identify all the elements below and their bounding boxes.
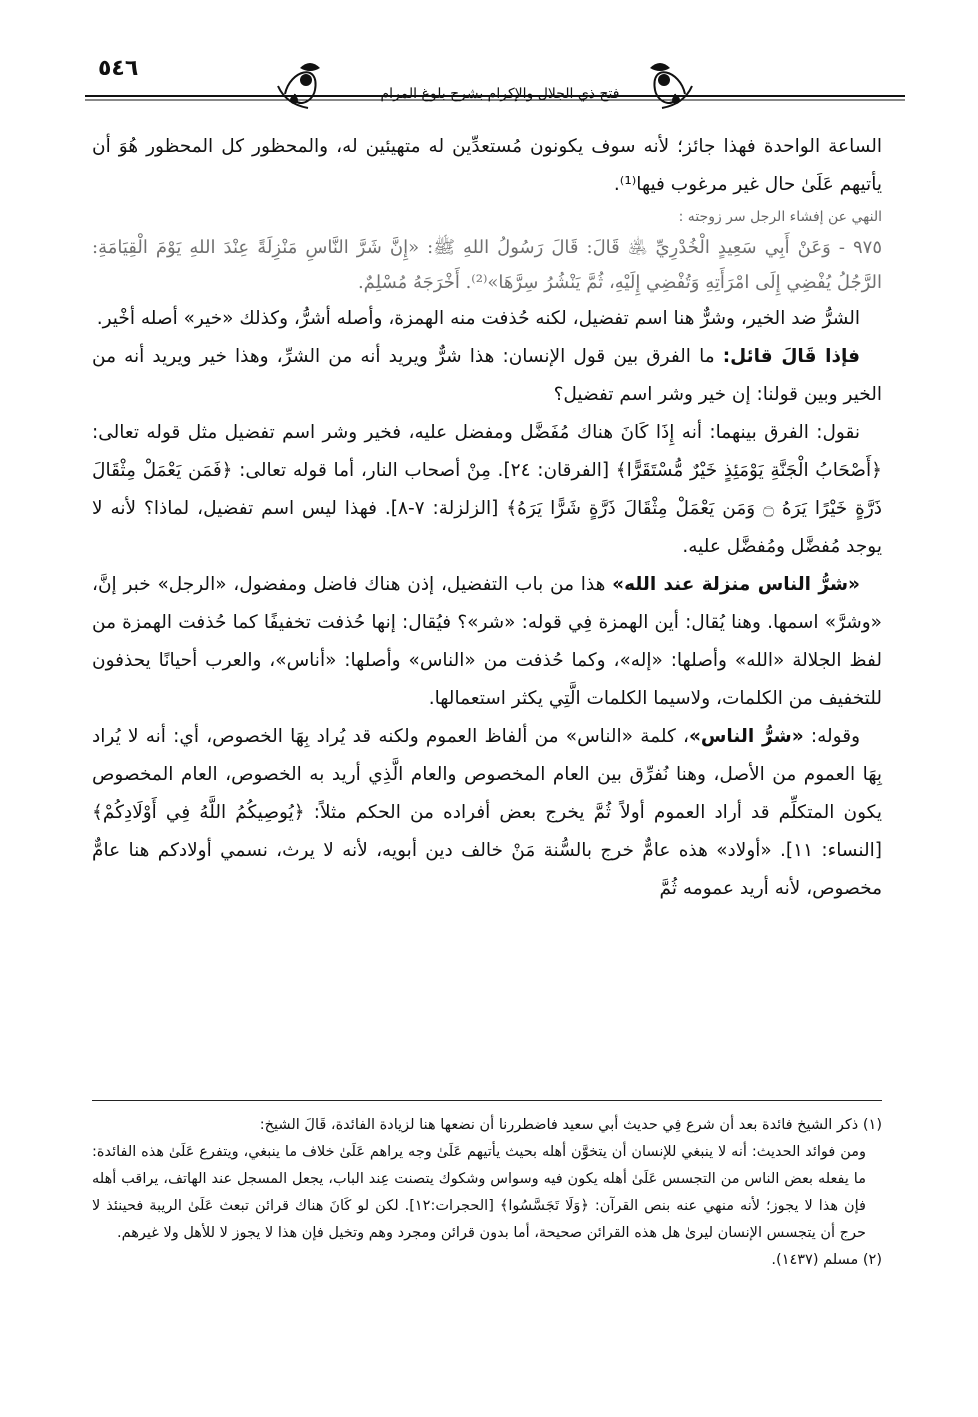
- paragraph-6-lead: «شرُّ الناس»: [688, 726, 804, 747]
- footnote-divider: [92, 1100, 882, 1101]
- paragraph-3-rest: ما الفرق بين قول الإنسان: هذا شرٌّ ويريد أنه من الشرِّ، وهذا خير ويريد أنه من الخير وبين قولنا: إن خير وشر اسم تفضيل؟: [92, 346, 882, 405]
- footnote-1-continuation: ومن فوائد الحديث: أنه لا ينبغي للإنسان أن يتخوَّن أهله بحيث يأتيهم عَلَىٰ وجه يراهم عَلَىٰ خلاف ما ينبغي، ويتفرع عَلَىٰ هذه الفائدة: ما يفعله بعض الناس من التجسس عَلَىٰ أهله يكون فيه وسواس وشكوك يتصنت عِند الباب، يجعل المسجل عند الهاتف، يراقب أهله فإن هذا لا يجوز؛ لأنه منهي عنه بنص القرآن: ﴿وَلَا تَجَسَّسُوا﴾ [الحجرات:١٢]. لكن لو كَانَ هناك قرائن تبعث عَلَىٰ الريبة فحينئذ لا حرج أن يتجسس الإنسان ليرىٰ هل هذه القرائن صحيحة، أما بدون قرائن ومجرد وهم وتخيل فإن هذا لا يجوز لا للأهل ولا غيرهم.: [92, 1144, 866, 1241]
- paragraph-6-pre: وقوله:: [803, 726, 860, 747]
- left-flourish-icon: [278, 63, 320, 108]
- paragraph-5-rest: هذا من باب التفضيل، إذن هناك فاضل ومفضول، «الرجل» خبر إنَّ، «وشرَّ» اسمها. وهنا يُقال: أين الهمزة فِي قوله: «شر»؟ فيُقال: إنها حُذفت تخفيفًا كما حُذفت الهمزة من لفظ الجلالة «الله» وأصلها: «إله»، وكما حُذفت من «الناس» وأصلها: «أناس»، والعرب أحيانًا يحذفون للتخفيف من الكلمات، ولاسيما الكلمات الَّتِي يكثر استعمالها.: [92, 574, 882, 709]
- paragraph-5-lead: «شرُّ الناس منزلة عند الله»: [612, 574, 860, 595]
- section-heading: النهي عن إفشاء الرجل سر زوجته :: [678, 209, 882, 225]
- running-title: فتح ذي الجلال والإكرام بشرح بلوغ المرام: [380, 86, 620, 102]
- paragraph-6: [92, 718, 882, 908]
- footnote-2: (٢) مسلم (١٤٣٧).: [771, 1252, 882, 1268]
- main-text: [92, 128, 882, 908]
- paragraph-4: نقول: الفرق بينهما: أنه إِذَا كَانَ هناك مُفَضَّل ومفضل عليه، فخير وشر اسم تفضيل مثل قوله تعالى: ﴿أَصْحَابُ الْجَنَّةِ يَوْمَئِذٍ خَيْرٌ مُّسْتَقَرًّا﴾ [الفرقان: ٢٤]. مِنْ أصحاب النار، أما قوله تعالى: ﴿فَمَن يَعْمَلْ مِثْقَالَ ذَرَّةٍ خَيْرًا يَرَهُ ۝ وَمَن يَعْمَلْ مِثْقَالَ ذَرَّةٍ شَرًّا يَرَهُ﴾ [الزلزلة: ٧-٨]. فهذا ليس اسم تفضيل، لماذا؟ لأنه لا يوجد مُفضَّل ومُفضَّل عليه.: [92, 422, 882, 557]
- paragraph-5: [92, 566, 882, 718]
- footnote-1: (١) ذكر الشيخ فائدة بعد أن شرع فِي حديث أبي سعيد فاضطررنا أن نضعها هنا لزيادة الفائدة، قَالَ الشيخ:: [259, 1117, 882, 1133]
- footnotes: [92, 1112, 882, 1274]
- page-number: ٥٤٦: [98, 56, 139, 81]
- paragraph-3-lead: فإذا قَالَ قائل:: [722, 346, 861, 367]
- paragraph-6-rest: ، كلمة «الناس» من ألفاظ العموم ولكنه قد يُراد بِهَا الخصوص، أي: أنه لا يُراد بِهَا العموم من الأصل، وهنا نُفرِّق بين العام المخصوص والعام الَّذِي أريد به الخصوص، العام المخصوص يكون المتكلِّم قد أراد العموم أولاً ثُمَّ يخرج بعض أفراده من الحكم مثلاً: ﴿يُوصِيكُمُ اللَّهُ فِي أَوْلَادِكُمْ﴾ [النساء: ١١]. «أولاد» هذه عامٌّ خرج بالسُّنة مَنْ خالف دين أبويه، لأنه لا يرث، نسمي أولادكم هنا عامٌّ مخصوص، لأنه أريد عمومه ثُمَّ: [92, 726, 882, 899]
- paragraph-3: [92, 338, 882, 414]
- page-header: [80, 50, 910, 125]
- hadith-text: ٩٧٥ - وَعَنْ أَبِي سَعِيدٍ الْخُدْرِيِّ ﵁ قَالَ: قَالَ رَسُولُ اللهِ ﷺ: «إِنَّ شَرَّ النَّاسِ مَنْزِلَةً عِنْدَ اللهِ يَوْمَ الْقِيَامَةِ: الرَّجُلُ يُفْضِي إِلَى امْرَأَتِهِ وَتُفْضِي إِلَيْهِ، ثُمَّ يَنْشُرُ سِرَّهَا»⁽²⁾. أَخْرَجَهُ مُسْلِمٌ.: [92, 237, 882, 293]
- paragraph-2: الشرُّ ضد الخير، وشرٌّ هنا اسم تفضيل، لكنه حُذفت منه الهمزة، وأصله أشرُّ، وكذلك «خير» أصله أخْير.: [96, 308, 860, 329]
- paragraph-1: الساعة الواحدة فهذا جائز؛ لأنه سوف يكونون مُستعدِّين له متهيئين له، والمحظور كل المحظور هُوَ أن يأتيهم عَلَىٰ حال غير مرغوب فيها⁽¹⁾.: [92, 136, 882, 195]
